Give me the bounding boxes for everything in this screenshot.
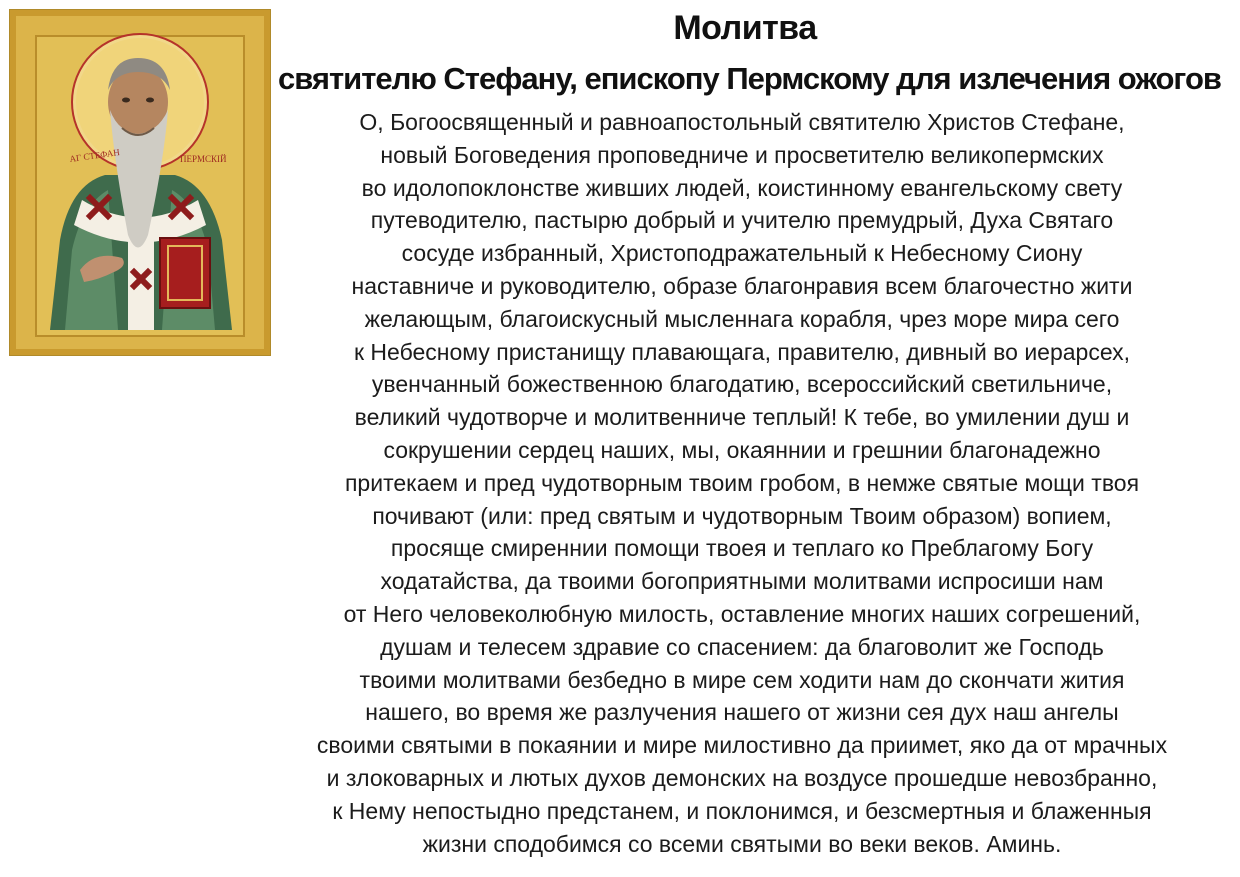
prayer-line: просяще смиреннии помощи твоея и теплаго ко Преблагому Богу bbox=[390, 535, 1094, 562]
icon-inscription-left: АГ СТЕФАН bbox=[68, 147, 121, 164]
prayer-line: жизни сподобимся со всеми святыми во веки веков. Аминь. bbox=[422, 830, 1062, 857]
prayer-line: к Небесному пристанищу плавающага, правителю, дивный во иерарсех, bbox=[353, 338, 1131, 365]
prayer-line: почивают (или: пред святым и чудотворным Твоим образом) вопием, bbox=[372, 502, 1112, 529]
prayer-line: О, Богоосвященный и равноапостольный святителю Христов Стефане, bbox=[359, 109, 1125, 135]
prayer-line: сокрушении сердец наших, мы, окаяннии и грешнии благонадежно bbox=[383, 436, 1101, 463]
prayer-line: душам и телесем здравие со спасением: да благоволит же Господь bbox=[380, 633, 1104, 660]
prayer-line: притекаем и пред чудотворным твоим гробом, в немже святые мощи твоя bbox=[344, 469, 1140, 496]
prayer-line: твоими молитвами безбедно в мире сем ходити нам до скончати жития bbox=[359, 666, 1125, 693]
prayer-text bbox=[272, 106, 1212, 860]
prayer-line: новый Боговедения проповедниче и просветителю великопермских bbox=[380, 141, 1104, 168]
prayer-line: к Нему непостыдно предстанем, и поклонимся, и безсмертныя и блаженныя bbox=[332, 797, 1152, 824]
prayer-line: нашего, во время же разлучения нашего от жизни сея дух наш ангелы bbox=[365, 699, 1119, 726]
prayer-line: и злоковарных и лютых духов демонских на воздусе прошедше невозбранно, bbox=[326, 764, 1158, 791]
prayer-line: желающым, благоискусный мысленнага корабля, чрез море мира сего bbox=[364, 305, 1120, 332]
prayer-line: сосуде избранный, Христоподражательный к Небесному Сиону bbox=[401, 240, 1083, 267]
prayer-line: наставниче и руководителю, образе благонравия всем благочестно жити bbox=[351, 272, 1133, 299]
prayer-line: путеводителю, пастырю добрый и учителю премудрый, Духа Святаго bbox=[370, 207, 1114, 234]
prayer-line: великий чудотворче и молитвенниче теплый! К тебе, во умилении душ и bbox=[354, 404, 1130, 431]
icon-inscription-right: ПЕРМСКІЙ bbox=[180, 154, 227, 164]
prayer-line: ходатайства, да твоими богоприятными молитвами испросиши нам bbox=[380, 568, 1104, 595]
page-subtitle: святителю Стефану, епископу Пермскому для излечения ожогов bbox=[278, 61, 1221, 96]
prayer-line: своими святыми в покаянии и мире милостивно да приимет, яко да от мрачных bbox=[316, 732, 1168, 759]
saint-stephen-icon-image bbox=[10, 10, 270, 355]
prayer-line: от Него человеколюбную милость, оставление многих наших согрешений, bbox=[343, 600, 1141, 627]
page-title: Молитва bbox=[673, 9, 817, 47]
prayer-line: увенчанный божественною благодатию, всероссийский светильниче, bbox=[371, 371, 1113, 398]
prayer-line: во идолопоклонстве живших людей, коистинному евангельскому свету bbox=[361, 174, 1123, 201]
